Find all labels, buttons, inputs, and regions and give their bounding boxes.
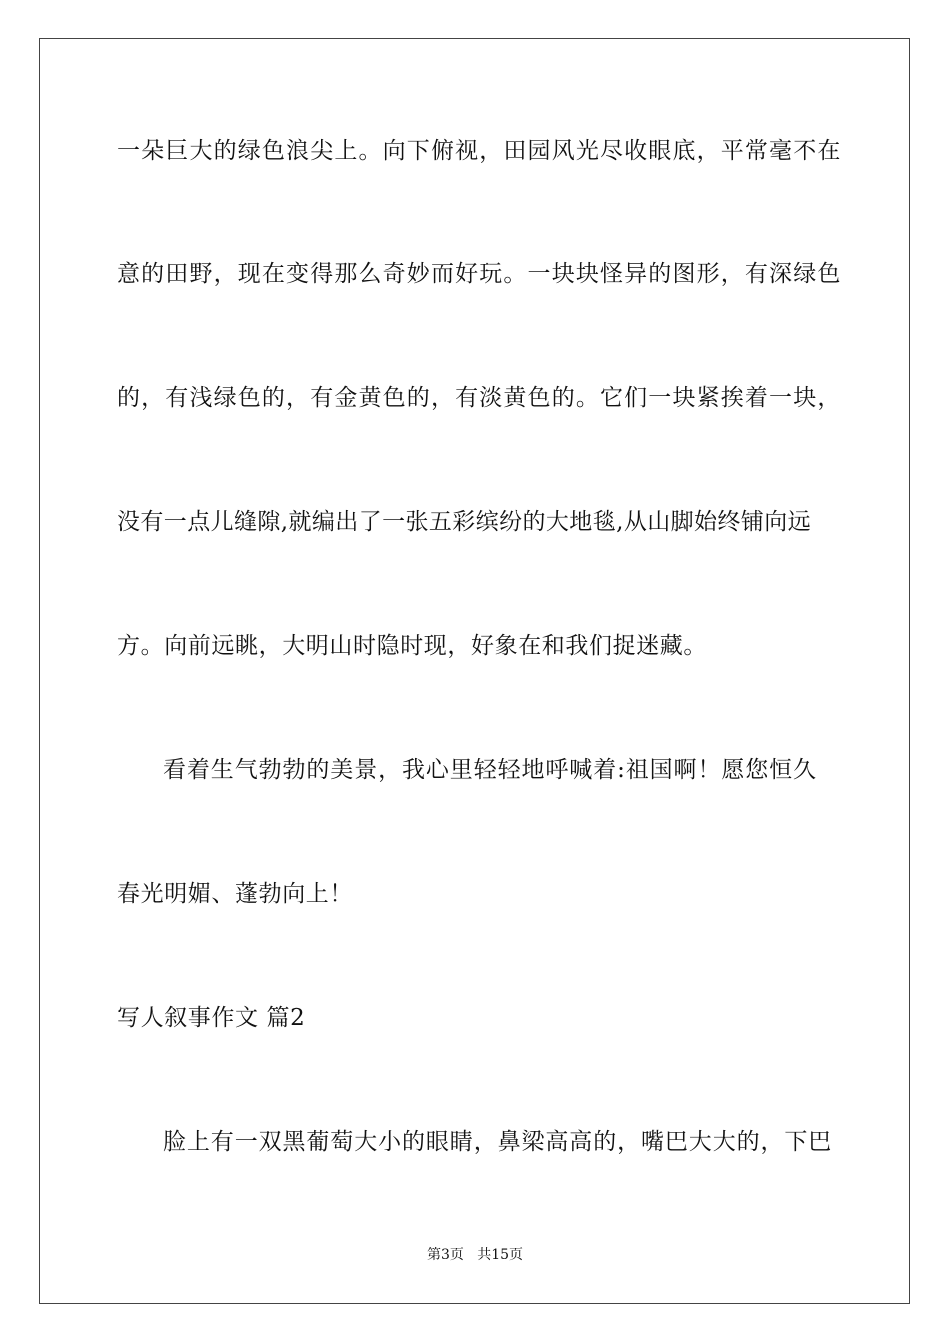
paragraph-1-line-1: 一朵巨大的绿色浪尖上。向下俯视，田园风光尽收眼底，平常毫不在	[117, 138, 842, 164]
section-heading: 写人叙事作文 篇2	[117, 1005, 306, 1031]
paragraph-3-line-1: 脸上有一双黑葡萄大小的眼睛，鼻梁高高的，嘴巴大大的，下巴	[163, 1129, 833, 1155]
paragraph-2-line-2: 春光明媚、蓬勃向上！	[117, 881, 353, 907]
paragraph-1-line-5: 方。向前远眺，大明山时隐时现，好象在和我们捉迷藏。	[117, 633, 707, 659]
paragraph-2-line-1: 看着生气勃勃的美景，我心里轻轻地呼喊着:祖国啊！愿您恒久	[163, 757, 817, 783]
paragraph-1-line-2: 意的田野，现在变得那么奇妙而好玩。一块块怪异的图形，有深绿色	[117, 261, 842, 287]
page-border	[39, 38, 910, 1304]
paragraph-1-line-4: 没有一点儿缝隙,就编出了一张五彩缤纷的大地毯,从山脚始终铺向远	[117, 509, 812, 535]
paragraph-1-line-3: 的，有浅绿色的，有金黄色的，有淡黄色的。它们一块紧挨着一块，	[117, 385, 842, 411]
page-number-footer: 第3页 共15页	[426, 1247, 524, 1263]
